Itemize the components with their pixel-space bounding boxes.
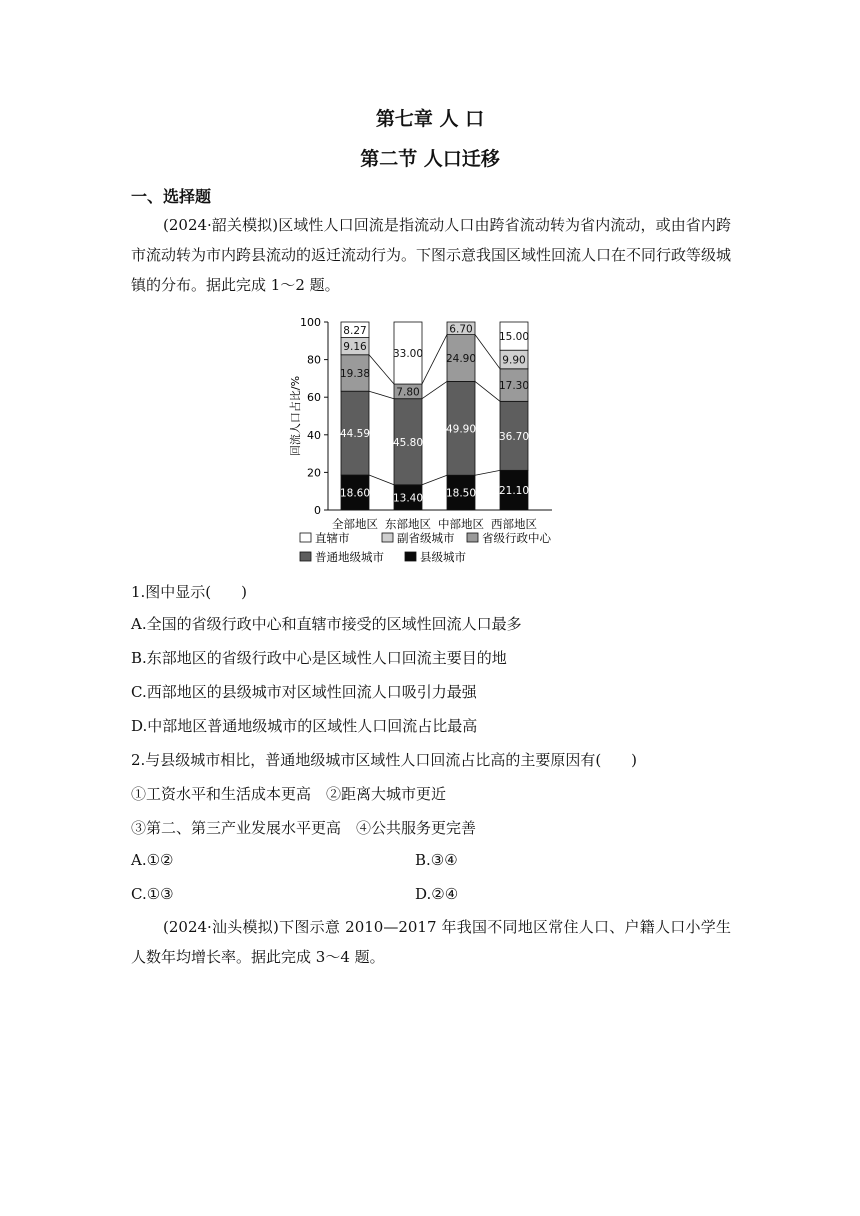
q2-option-c: C.①③	[131, 885, 174, 903]
stacked-bar-chart	[280, 310, 580, 575]
q1-option-a: A.全国的省级行政中心和直辖市接受的区域性回流人口最多	[131, 615, 522, 633]
legend-label: 直辖市	[315, 531, 350, 545]
data-label: 9.16	[343, 341, 367, 354]
legend-swatch	[382, 533, 393, 542]
connector-line	[422, 335, 447, 384]
category-label: 西部地区	[491, 517, 537, 531]
q2-statements-2: ③第二、第三产业发展水平更高 ④公共服务更完善	[131, 819, 477, 837]
legend-label: 省级行政中心	[482, 531, 551, 545]
data-label: 19.38	[339, 367, 371, 380]
legend-label: 县级城市	[420, 550, 466, 564]
connector-line	[422, 381, 447, 398]
data-label: 17.30	[498, 380, 530, 393]
y-axis-label: 回流人口占比/%	[289, 375, 302, 457]
intro-paragraph-2	[131, 912, 731, 972]
y-tick-label: 40	[307, 428, 321, 442]
q2-stem: 2.与县级城市相比，普通地级城市区域性人口回流占比高的主要原因有( )	[131, 751, 638, 769]
q2-option-b: B.③④	[415, 851, 458, 869]
y-tick-label: 80	[307, 353, 321, 367]
connector-line	[369, 391, 394, 399]
q1-option-b: B.东部地区的省级行政中心是区域性人口回流主要目的地	[131, 649, 507, 667]
connector-line	[422, 475, 447, 485]
legend-swatch	[300, 552, 311, 561]
q1-stem: 1.图中显示( )	[131, 583, 248, 601]
data-label: 18.60	[339, 487, 371, 500]
data-label: 24.90	[445, 353, 477, 366]
data-label: 33.00	[392, 348, 424, 361]
data-label: 49.90	[445, 423, 477, 436]
y-tick-label: 0	[314, 504, 321, 517]
intro-text-2: (2024·汕头模拟)下图示意 2010—2017 年我国不同地区常住人口、户籍人口小学生人数年均增长率。据此完成 3～4 题。	[131, 918, 731, 966]
data-label: 15.00	[498, 331, 530, 344]
category-label: 东部地区	[385, 517, 431, 531]
intro-paragraph-1	[131, 210, 731, 300]
y-tick-label: 60	[307, 391, 321, 405]
y-tick-label: 100	[300, 316, 321, 329]
category-label: 全部地区	[332, 517, 378, 531]
data-label: 9.90	[502, 354, 526, 367]
connector-line	[369, 355, 394, 384]
data-label: 18.50	[445, 487, 477, 500]
connector-line	[369, 475, 394, 485]
legend-label: 副省级城市	[397, 531, 455, 545]
q2-option-d: D.②④	[415, 885, 459, 903]
connector-line	[475, 470, 500, 475]
data-label: 21.10	[498, 485, 530, 498]
connector-line	[475, 335, 500, 369]
q1-option-c: C.西部地区的县级城市对区域性回流人口吸引力最强	[131, 683, 477, 701]
chapter-title: 第七章 人 口	[375, 108, 485, 130]
data-label: 13.40	[392, 492, 424, 505]
data-label: 6.70	[449, 323, 473, 336]
y-tick-label: 20	[307, 466, 321, 480]
legend-swatch	[300, 533, 311, 542]
data-label: 45.80	[392, 436, 424, 449]
q1-option-d: D.中部地区普通地级城市的区域性人口回流占比最高	[131, 717, 478, 735]
data-label: 36.70	[498, 430, 530, 443]
section-heading: 一、选择题	[131, 187, 212, 206]
section-title: 第二节 人口迁移	[360, 148, 500, 170]
legend-swatch	[467, 533, 478, 542]
data-label: 44.59	[339, 428, 371, 441]
intro-text-1: (2024·韶关模拟)区域性人口回流是指流动人口由跨省流动转为省内流动，或由省内跨市流动转为市内跨县流动的返迁流动行为。下图示意我国区域性回流人口在不同行政等级城镇的分布。据此完成 1～2 题。	[131, 216, 732, 294]
legend-label: 普通地级城市	[315, 550, 384, 564]
category-label: 中部地区	[438, 517, 484, 531]
connector-line	[475, 381, 500, 401]
legend-swatch	[405, 552, 416, 561]
q2-option-a: A.①②	[131, 851, 174, 869]
data-label: 7.80	[396, 386, 420, 399]
data-label: 8.27	[343, 324, 367, 337]
q2-statements-1: ①工资水平和生活成本更高 ②距离大城市更近	[131, 785, 447, 803]
